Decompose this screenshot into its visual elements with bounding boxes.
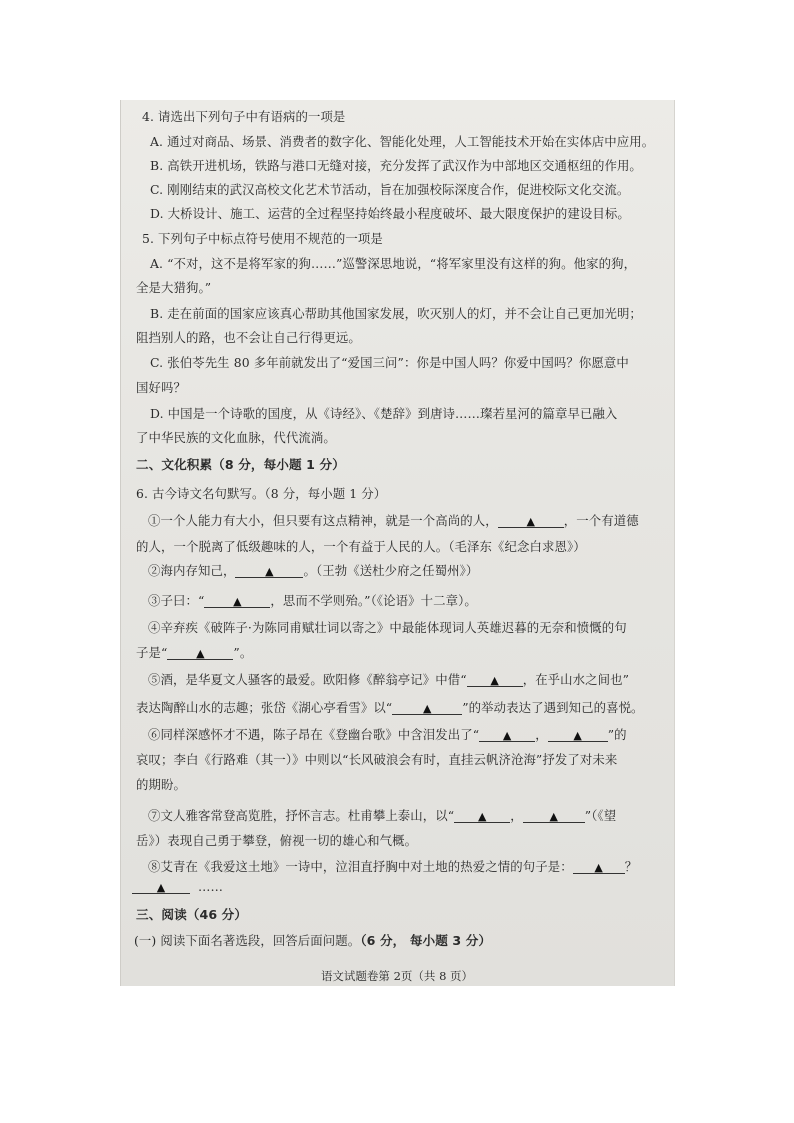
q4-option-b: B. 高铁开进机场，铁路与港口无缝对接，充分发挥了武汉作为中部地区交通枢纽的作用。 xyxy=(150,158,642,173)
q5-option-a-cont: 全是大猎狗。” xyxy=(136,280,212,295)
q6-item-6: ⑥同样深感怀才不遇，陈子昂在《登幽台歌》中含泪发出了“ ▲ ， ▲ ”的 xyxy=(148,727,627,742)
q6-item-7: ⑦文人雅客常登高览胜，抒怀言志。杜甫攀上泰山，以“ ▲ ， ▲ ”（《望 xyxy=(148,808,617,823)
answer-blank[interactable] xyxy=(479,729,535,742)
q6-item-2: ②海内存知己， ▲ 。（王勃《送杜少府之任蜀州》） xyxy=(148,563,479,578)
q6-item-4-cont: 子是“ ▲ ”。 xyxy=(136,645,253,660)
triangle-marker-icon: ▲ xyxy=(233,595,242,608)
answer-blank[interactable] xyxy=(167,647,233,660)
page-footer: 语文试题卷第 2页（共 8 页） xyxy=(320,969,474,983)
answer-blank[interactable] xyxy=(392,702,462,715)
reading-part-1: (一) 阅读下面名著选段，回答后面问题。（6 分， 每小题 3 分） xyxy=(134,933,492,948)
triangle-marker-icon: ▲ xyxy=(265,565,274,578)
triangle-marker-icon: ▲ xyxy=(573,729,582,742)
q5-option-c-cont: 国好吗？ xyxy=(136,380,186,395)
q6-item-4: ④辛弃疾《破阵子·为陈同甫赋壮词以寄之》中最能体现词人英雄迟暮的无奈和愤慨的句 xyxy=(148,620,627,635)
answer-blank[interactable] xyxy=(523,810,585,823)
q6-item-6-cont2: 的期盼。 xyxy=(136,777,186,792)
q6-item-8-cont: ▲ …… xyxy=(132,881,662,894)
answer-blank[interactable] xyxy=(235,565,303,578)
q5-option-d: D. 中国是一个诗歌的国度，从《诗经》、《楚辞》到唐诗……璨若星河的篇章早已融入 xyxy=(150,406,618,421)
q4-option-c: C. 刚刚结束的武汉高校文化艺术节活动，旨在加强校际深度合作，促进校际文化交流。 xyxy=(150,182,630,197)
q6-stem: 6. 古今诗文名句默写。（8 分，每小题 1 分） xyxy=(136,486,387,501)
q6-item-3: ③子曰：“ ▲ ，思而不学则殆。”（《论语》十二章）。 xyxy=(148,593,477,608)
q5-option-d-cont: 了中华民族的文化血脉，代代流淌。 xyxy=(136,430,336,445)
q6-item-1-cont: 的人，一个脱离了低级趣味的人，一个有益于人民的人。（毛泽东《纪念白求恩》） xyxy=(136,539,586,554)
section-3-heading: 三、阅读（46 分） xyxy=(136,907,248,922)
answer-blank[interactable] xyxy=(548,729,608,742)
q4-stem: 4. 请选出下列句子中有语病的一项是 xyxy=(142,109,346,124)
answer-blank[interactable] xyxy=(132,881,190,894)
answer-blank[interactable] xyxy=(204,595,270,608)
triangle-marker-icon: ▲ xyxy=(502,729,512,742)
answer-blank[interactable] xyxy=(454,810,510,823)
answer-blank[interactable] xyxy=(498,515,564,528)
q6-item-5-cont: 表达陶醉山水的志趣；张岱《湖心亭看雪》以“ ▲ ”的举动表达了遇到知己的喜悦。 xyxy=(136,700,644,715)
triangle-marker-icon: ▲ xyxy=(422,702,432,715)
q4-option-d: D. 大桥设计、施工、运营的全过程坚持始终最小程度破坏、最大限度保护的建设目标。 xyxy=(150,206,630,221)
triangle-marker-icon: ▲ xyxy=(526,515,536,528)
q6-item-7-cont: 岳》）表现自己勇于攀登，俯视一切的雄心和气概。 xyxy=(136,833,418,848)
q5-option-b: B. 走在前面的国家应该真心帮助其他国家发展，吹灭别人的灯，并不会让自己更加光明； xyxy=(150,306,642,321)
q5-option-b-cont: 阻挡别人的路，也不会让自己行得更远。 xyxy=(136,330,361,345)
section-2-heading: 二、文化积累（8 分，每小题 1 分） xyxy=(136,457,345,472)
answer-blank[interactable] xyxy=(467,674,523,687)
q4-option-a: A. 通过对商品、场景、消费者的数字化、智能化处理，人工智能技术开始在实体店中应用。 xyxy=(150,134,655,149)
q6-item-8: ⑧艾青在《我爱这土地》一诗中，泣泪直抒胸中对土地的热爱之情的句子是： ▲ ？ xyxy=(148,859,638,874)
q5-stem: 5. 下列句子中标点符号使用不规范的一项是 xyxy=(142,231,383,246)
triangle-marker-icon: ▲ xyxy=(490,674,499,687)
q5-option-a: A. “不对，这不是将军家的狗……”巡警深思地说，“将军家里没有这样的狗。他家的狗， xyxy=(150,256,637,271)
q6-item-1: ①一个人能力有大小，但只要有这点精神，就是一个高尚的人， ▲ ，一个有道德 xyxy=(148,513,639,528)
triangle-marker-icon: ▲ xyxy=(156,881,166,894)
answer-blank[interactable] xyxy=(573,861,625,874)
triangle-marker-icon: ▲ xyxy=(196,647,205,660)
triangle-marker-icon: ▲ xyxy=(594,861,603,874)
q5-option-c: C. 张伯苓先生 80 多年前就发出了“爱国三问”：你是中国人吗？你爱中国吗？你愿意中 xyxy=(150,355,629,370)
q6-item-5: ⑤酒，是华夏文人骚客的最爱。欧阳修《醉翁亭记》中借“ ▲ ，在乎山水之间也” xyxy=(148,672,630,687)
q6-item-6-cont: 哀叹；李白《行路难（其一）》中则以“长风破浪会有时，直挂云帆济沧海”抒发了对未来 xyxy=(136,752,618,767)
triangle-marker-icon: ▲ xyxy=(549,810,558,823)
triangle-marker-icon: ▲ xyxy=(477,810,487,823)
